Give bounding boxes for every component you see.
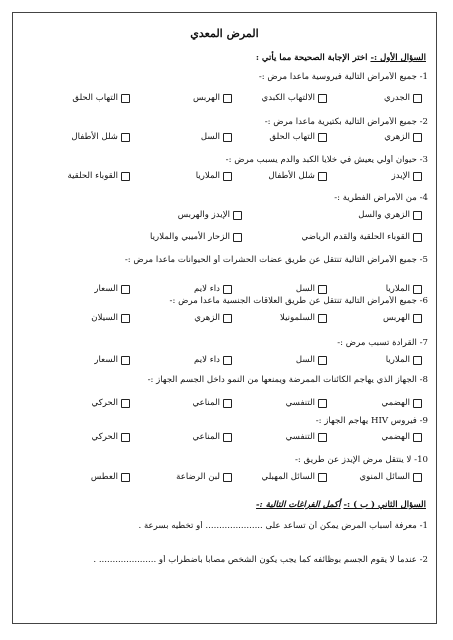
answer-option[interactable] — [301, 232, 422, 242]
answer-option[interactable] — [194, 284, 232, 294]
answer-option[interactable] — [91, 313, 130, 323]
checkbox[interactable] — [223, 356, 232, 365]
option-label: السل — [295, 284, 315, 294]
answer-option[interactable] — [178, 210, 242, 220]
option-label: القوباء الحلقية والقدم الرياضي — [301, 232, 410, 242]
answer-option[interactable] — [91, 472, 130, 482]
answer-option[interactable] — [286, 398, 327, 408]
option-label: السيلان — [91, 313, 118, 323]
answer-option[interactable] — [384, 132, 422, 142]
option-label: الالتهاب الكبدي — [261, 93, 315, 103]
answer-option[interactable] — [286, 432, 327, 442]
fill-blank-2: 2- عندما لا يقوم الجسم بوظائفه كما يجب يكون الشخص مصاباً باضطراب أو ..................... . — [93, 555, 428, 565]
answer-option[interactable] — [72, 93, 130, 103]
checkbox[interactable] — [121, 314, 130, 323]
option-label: الزهري والسل — [358, 210, 410, 220]
checkbox[interactable] — [413, 473, 422, 482]
section1-instruction: اختر الإجابة الصحيحة مما يأتي : — [255, 53, 368, 63]
answer-option[interactable] — [196, 171, 232, 181]
checkbox[interactable] — [121, 285, 130, 294]
option-label: الزحار الأميبي والملاريا — [150, 232, 230, 242]
option-label: السائل المنوي — [359, 472, 410, 482]
checkbox[interactable] — [121, 94, 130, 103]
section2-header — [256, 500, 426, 510]
options-row — [21, 132, 422, 146]
option-label: الإيدز والهربس — [177, 210, 230, 220]
answer-option[interactable] — [91, 398, 130, 408]
question-5: 5- جميع الأمراض التالية تنتقل عن طريق عضات الحشرات أو الحيوانات ماعدا مرض :- — [124, 255, 428, 265]
options-row — [21, 93, 422, 107]
answer-option[interactable] — [201, 132, 232, 142]
section2-instruction: أكمل الفراغات التالية :- — [256, 500, 341, 510]
answer-option[interactable] — [359, 472, 422, 482]
option-label: المناعي — [192, 432, 220, 442]
option-label: الجدري — [384, 93, 410, 103]
checkbox[interactable] — [121, 433, 130, 442]
option-label: الزهري — [194, 313, 220, 323]
answer-option[interactable] — [262, 472, 327, 482]
answer-option[interactable] — [194, 355, 232, 365]
options-row — [21, 171, 422, 185]
answer-option[interactable] — [384, 93, 422, 103]
checkbox[interactable] — [223, 94, 232, 103]
checkbox[interactable] — [318, 172, 327, 181]
answer-option[interactable] — [194, 313, 232, 323]
option-label: القوباء الحلقية — [67, 171, 118, 181]
option-label: الملاريا — [385, 284, 410, 294]
checkbox[interactable] — [223, 172, 232, 181]
options-row — [21, 313, 422, 327]
checkbox[interactable] — [318, 314, 327, 323]
answer-option[interactable] — [94, 284, 130, 294]
option-label: السلمونيلا — [279, 313, 315, 323]
checkbox[interactable] — [223, 133, 232, 142]
option-label: السل — [200, 132, 220, 142]
checkbox[interactable] — [413, 211, 422, 220]
section1-heading: السؤال الأول :- — [370, 53, 426, 63]
checkbox[interactable] — [413, 433, 422, 442]
checkbox[interactable] — [121, 172, 130, 181]
option-label: الحركي — [91, 432, 118, 442]
options-row — [21, 472, 422, 486]
checkbox[interactable] — [121, 399, 130, 408]
fill-blank-1: 1- معرفة أسباب المرض يمكن أن تساعد على ..................... أو تخطيه بسرعة . — [138, 521, 428, 531]
answer-option[interactable] — [262, 93, 327, 103]
option-label: داء لايم — [194, 355, 220, 365]
option-label: الهضمي — [381, 398, 410, 408]
answer-option[interactable] — [386, 284, 422, 294]
checkbox[interactable] — [223, 314, 232, 323]
checkbox[interactable] — [413, 399, 422, 408]
answer-option[interactable] — [71, 132, 130, 142]
checkbox[interactable] — [223, 433, 232, 442]
option-label: الزهري — [384, 132, 410, 142]
option-label: الهربس — [382, 313, 410, 323]
answer-option[interactable] — [392, 171, 422, 181]
options-row — [21, 398, 422, 412]
options-row — [21, 355, 422, 369]
answer-option[interactable] — [269, 132, 327, 142]
worksheet-page — [12, 12, 437, 624]
options-row — [21, 210, 422, 224]
checkbox[interactable] — [413, 233, 422, 242]
answer-option[interactable] — [176, 472, 232, 482]
option-label: العطس — [90, 472, 118, 482]
checkbox[interactable] — [233, 211, 242, 220]
answer-option[interactable] — [280, 313, 327, 323]
page-title: المرض المعدي — [190, 27, 259, 40]
question-7: 7- القرادة تسبب مرض :- — [337, 338, 428, 348]
options-row — [21, 232, 422, 246]
answer-option[interactable] — [94, 355, 130, 365]
checkbox[interactable] — [121, 473, 130, 482]
option-label: الهربس — [192, 93, 220, 103]
checkbox[interactable] — [413, 133, 422, 142]
option-label: التنفسي — [285, 432, 315, 442]
section1-header — [256, 53, 426, 63]
option-label: السائل المهبلي — [261, 472, 315, 482]
checkbox[interactable] — [318, 399, 327, 408]
option-label: الملاريا — [195, 171, 220, 181]
options-row — [21, 432, 422, 446]
option-label: السعار — [94, 284, 118, 294]
checkbox[interactable] — [318, 285, 327, 294]
question-6: 6- جميع الأمراض التالية تنتقل عن طريق العلاقات الجنسية ماعدا مرض :- — [169, 296, 428, 306]
checkbox[interactable] — [318, 94, 327, 103]
option-label: لبن الرضاعة — [176, 472, 220, 482]
checkbox[interactable] — [121, 133, 130, 142]
answer-option[interactable] — [358, 210, 422, 220]
question-2: 2- جميع الأمراض التالية بكتيرية ماعدا مرض :- — [264, 117, 428, 127]
option-label: الملاريا — [385, 355, 410, 365]
checkbox[interactable] — [223, 473, 232, 482]
checkbox[interactable] — [413, 314, 422, 323]
option-label: داء لايم — [194, 284, 220, 294]
option-label: الإيدز — [391, 171, 410, 181]
checkbox[interactable] — [413, 285, 422, 294]
answer-option[interactable] — [296, 284, 327, 294]
option-label: التهاب الحلق — [72, 93, 118, 103]
checkbox[interactable] — [121, 356, 130, 365]
answer-option[interactable] — [383, 313, 422, 323]
checkbox[interactable] — [413, 356, 422, 365]
question-4: 4- من الأمراض الفطرية :- — [334, 193, 428, 203]
checkbox[interactable] — [318, 356, 327, 365]
option-label: المناعي — [192, 398, 220, 408]
question-8: 8- الجهاز الذي يهاجم الكائنات الممرضة ويمنعها من النمو داخل الجسم الجهاز :- — [147, 375, 428, 385]
answer-option[interactable] — [150, 232, 242, 242]
checkbox[interactable] — [413, 94, 422, 103]
answer-option[interactable] — [193, 432, 232, 442]
answer-option[interactable] — [386, 355, 422, 365]
option-label: التهاب الحلق — [269, 132, 315, 142]
option-label: الحركي — [91, 398, 118, 408]
option-label: الهضمي — [381, 432, 410, 442]
answer-option[interactable] — [296, 355, 327, 365]
question-9: 9- فيروس HIV يهاجم الجهاز :- — [315, 416, 428, 426]
answer-option[interactable] — [268, 171, 327, 181]
answer-option[interactable] — [193, 93, 232, 103]
section2-heading: السؤال الثاني ( ب ) :- — [343, 500, 426, 510]
answer-option[interactable] — [91, 432, 130, 442]
question-10: 10- لا ينتقل مرض الإيدز عن طريق :- — [295, 455, 428, 465]
option-label: السل — [295, 355, 315, 365]
option-label: التنفسي — [285, 398, 315, 408]
option-label: شلل الأطفال — [71, 132, 118, 142]
answer-option[interactable] — [381, 432, 422, 442]
answer-option[interactable] — [381, 398, 422, 408]
checkbox[interactable] — [318, 133, 327, 142]
checkbox[interactable] — [318, 473, 327, 482]
checkbox[interactable] — [413, 172, 422, 181]
checkbox[interactable] — [223, 399, 232, 408]
checkbox[interactable] — [233, 233, 242, 242]
option-label: السعار — [94, 355, 118, 365]
option-label: شلل الأطفال — [268, 171, 315, 181]
answer-option[interactable] — [67, 171, 130, 181]
checkbox[interactable] — [223, 285, 232, 294]
checkbox[interactable] — [318, 433, 327, 442]
answer-option[interactable] — [193, 398, 232, 408]
question-1: 1- جميع الأمراض التالية فيروسية ماعدا مرض :- — [258, 72, 428, 82]
question-3: 3- حيوان أولي يعيش في خلايا الكبد والدم يسبب مرض :- — [225, 155, 428, 165]
